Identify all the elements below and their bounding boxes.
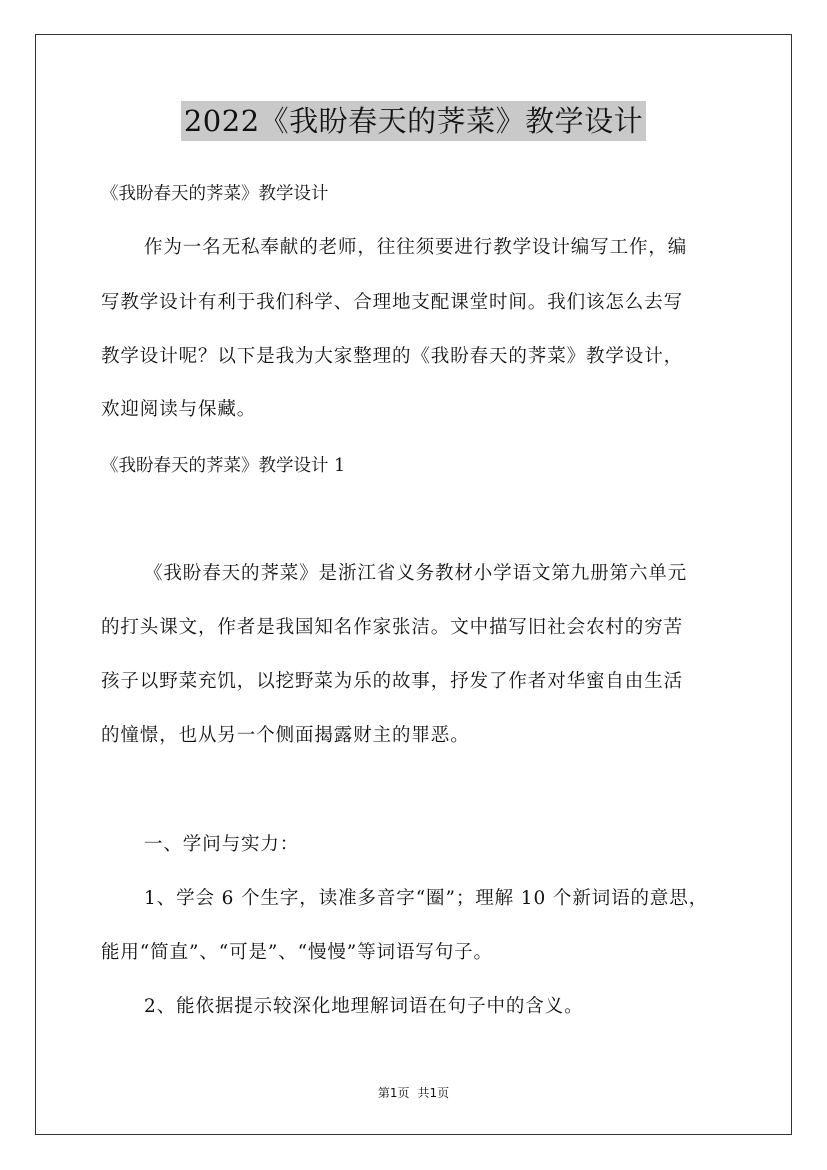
para1-line-1: 《我盼春天的荠菜》是浙江省义务教材小学语文第九册第六单元 <box>144 563 688 584</box>
page-total: 共1页 <box>417 1086 450 1100</box>
para1-line-4: 的憧憬，也从另一个侧面揭露财主的罪恶。 <box>101 725 470 746</box>
intro-line-4: 欢迎阅读与保藏。 <box>101 399 257 420</box>
para1-line-3: 孩子以野菜充饥，以挖野菜为乐的故事，抒发了作者对华蜜自由生活 <box>101 671 684 692</box>
intro-line-2: 写教学设计有利于我们科学、合理地支配课堂时间。我们该怎么去写 <box>101 292 684 313</box>
page-number: 第1页 <box>377 1086 410 1100</box>
page-footer <box>0 1084 827 1101</box>
document-title: 2022《我盼春天的荠菜》教学设计 <box>181 101 646 141</box>
title-container <box>0 101 827 141</box>
intro-line-1: 作为一名无私奉献的老师，往往须要进行教学设计编写工作，编 <box>144 237 688 258</box>
intro-line-3: 教学设计呢？以下是我为大家整理的《我盼春天的荠菜》教学设计， <box>101 346 684 367</box>
objective2-line: 2、能依据提示较深化地理解词语在句子中的含义。 <box>144 996 584 1017</box>
objectives-heading: 一、学问与实力： <box>144 834 300 855</box>
objective1-line-1: 1、学会 6 个生字，读准多音字“圈”；理解 10 个新词语的意思， <box>144 888 709 909</box>
section-heading: 《我盼春天的荠菜》教学设计 1 <box>101 456 346 476</box>
document-subtitle: 《我盼春天的荠菜》教学设计 <box>101 184 329 204</box>
objective1-line-2: 能用“简直”、“可是”、“慢慢”等词语写句子。 <box>101 942 493 963</box>
para1-line-2: 的打头课文，作者是我国知名作家张洁。文中描写旧社会农村的穷苦 <box>101 617 684 638</box>
